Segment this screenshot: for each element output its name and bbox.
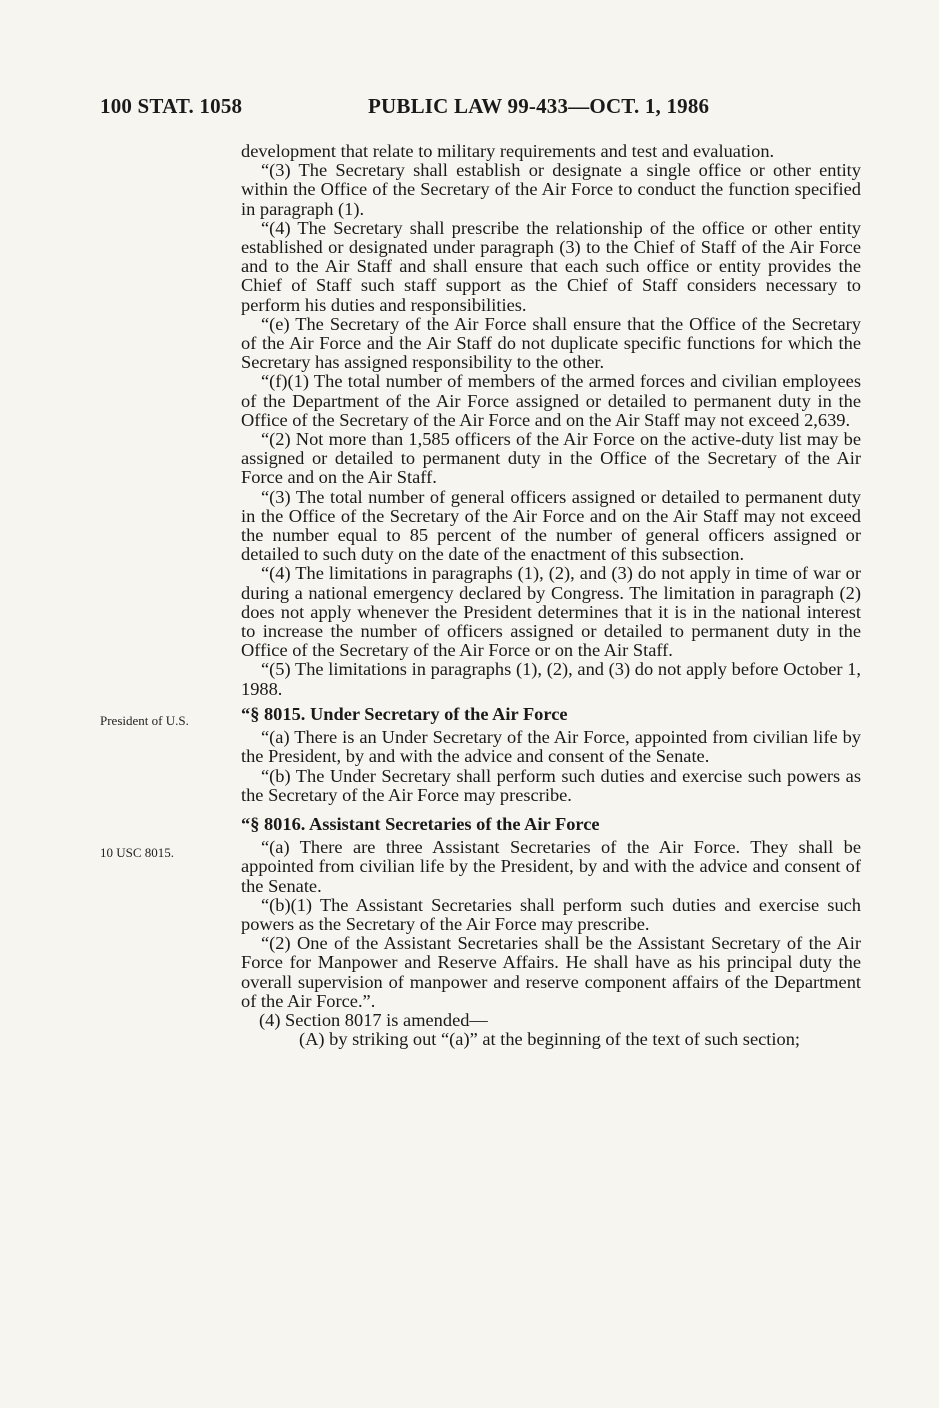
paragraph: development that relate to military requirements and test and evaluation.	[241, 141, 775, 161]
paragraph: “(4) The Secretary shall prescribe the relationship of the office or other entity established or designated under paragraph (3) to the Chief of Staff of the Air Force and to the Air Staff and shall ensure that each such office or entity provides the Chief of Staff such staff support as the Chief of Staff considers necessary to perform his duties and responsibilities.	[241, 217, 861, 315]
public-law-citation: PUBLIC LAW 99-433—OCT. 1, 1986	[368, 94, 710, 118]
section-heading-8015: “§ 8015. Under Secretary of the Air Force	[241, 703, 568, 724]
paragraph: “(e) The Secretary of the Air Force shall ensure that the Office of the Secretary of the Air Force and the Air Staff do not duplicate specific functions for which the Secretary has assigned responsibility to the other.	[241, 313, 861, 373]
paragraph: “(3) The Secretary shall establish or designate a single office or other entity within the Office of the Secretary of the Air Force to conduct the function specified in paragraph (1).	[241, 160, 861, 219]
margin-note-president: President of U.S.	[100, 713, 189, 728]
page-header	[100, 94, 880, 124]
paragraph: “(f)(1) The total number of members of the armed forces and civilian employees of the Department of the Air Force assigned or detailed to permanent duty in the Office of the Secretary of the Air Force and on the Air Staff may not exceed 2,639.	[241, 371, 861, 430]
paragraph: “(5) The limitations in paragraphs (1), (2), and (3) do not apply before October 1, 1988.	[241, 659, 861, 699]
paragraph: “(2) Not more than 1,585 officers of the Air Force on the active-duty list may be assigned or detailed to permanent duty in the Office of the Secretary of the Air Force and on the Air Staff.	[241, 429, 861, 488]
paragraph: “(3) The total number of general officers assigned or detailed to permanent duty in the Office of the Secretary of the Air Force and on the Air Staff may not exceed the number equal to 85 percent of the number of general officers assigned or detailed to such duty on the date of the enactment of this subsection.	[241, 486, 861, 565]
paragraph: “(b) The Under Secretary shall perform such duties and exercise such powers as the Secretary of the Air Force may prescribe.	[241, 765, 861, 805]
amendment-item: (4) Section 8017 is amended—	[259, 1009, 488, 1030]
paragraph: “(a) There is an Under Secretary of the Air Force, appointed from civilian life by the President, by and with the advice and consent of the Senate.	[241, 727, 861, 767]
section-heading-8016: “§ 8016. Assistant Secretaries of the Air Force	[241, 813, 600, 834]
paragraph: “(2) One of the Assistant Secretaries shall be the Assistant Secretary of the Air Force for Manpower and Reserve Affairs. He shall have as his principal duty the overall supervision of manpower and reserve component affairs of the Department of the Air Force.”.	[241, 933, 861, 1011]
amendment-subitem: (A) by striking out “(a)” at the beginning of the text of such section;	[299, 1029, 801, 1050]
paragraph: “(4) The limitations in paragraphs (1), (2), and (3) do not apply in time of war or during a national emergency declared by Congress. The limitation in paragraph (2) does not apply whenever the President determines that it is in the national interest to increase the number of officers assigned or detailed to permanent duty in the Office of the Secretary of the Air Force or on the Air Staff.	[241, 563, 861, 661]
paragraph: “(a) There are three Assistant Secretaries of the Air Force. They shall be appointed from civilian life by the President, by and with the advice and consent of the Senate.	[241, 837, 861, 896]
bleed-through-decoration	[120, 300, 125, 321]
margin-note-usc: 10 USC 8015.	[100, 845, 175, 860]
paragraph: “(b)(1) The Assistant Secretaries shall perform such duties and exercise such powers as the Secretary of the Air Force may prescribe.	[241, 894, 861, 934]
body-text	[241, 142, 861, 1049]
stat-citation: 100 STAT. 1058	[100, 94, 243, 118]
